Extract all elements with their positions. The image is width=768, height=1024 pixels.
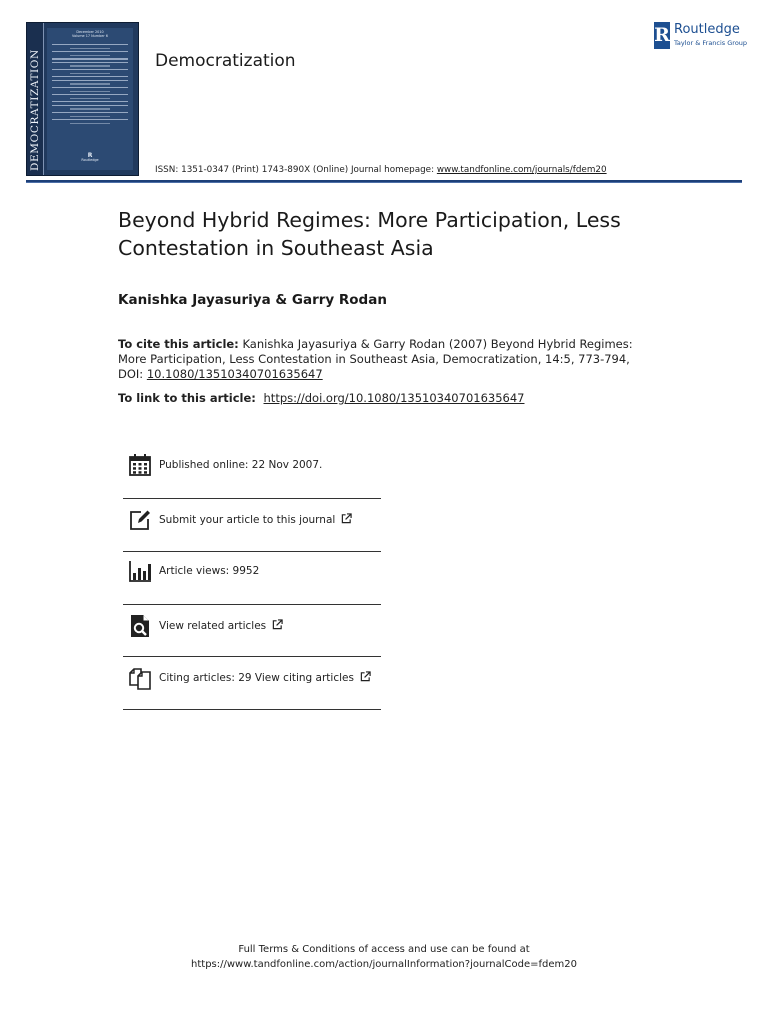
publisher-tagline: Taylor & Francis Group	[674, 39, 748, 47]
cover-publisher-mark: R Routledge	[47, 154, 133, 162]
info-divider	[123, 498, 381, 499]
journal-cover-image	[26, 22, 139, 176]
citing-articles-link[interactable]	[159, 671, 371, 685]
citing-documents-icon	[127, 665, 153, 691]
external-link-icon	[341, 513, 352, 527]
routledge-logo-mark: R	[654, 22, 670, 49]
bar-chart-icon	[127, 558, 153, 584]
edit-icon	[127, 507, 153, 533]
submit-article-link[interactable]	[159, 513, 352, 527]
terms-text: Full Terms & Conditions of access and use can be found at	[238, 944, 530, 955]
search-document-icon	[127, 613, 153, 639]
issn-text: ISSN: 1351-0347 (Print) 1743-890X (Online) Journal homepage:	[155, 165, 435, 175]
citation-label: To cite this article:	[118, 337, 239, 351]
article-title: Beyond Hybrid Regimes: More Participation, Less Contestation in Southeast Asia	[118, 208, 621, 260]
article-link-label: To link to this article:	[118, 391, 256, 405]
cover-spine-title: DEMOCRATIZATION	[29, 49, 41, 171]
external-link-icon	[360, 671, 371, 685]
info-divider	[123, 709, 381, 710]
cover-panel	[47, 28, 133, 170]
related-articles-text[interactable]: View related articles	[159, 620, 267, 632]
terms-url[interactable]: https://www.tandfonline.com/action/journalInformation?journalCode=fdem20	[191, 959, 577, 970]
issn-line	[155, 165, 607, 175]
related-articles-row[interactable]	[123, 608, 381, 644]
citation-block	[118, 337, 658, 382]
article-link-block	[118, 391, 524, 406]
citing-articles-row[interactable]	[123, 660, 381, 696]
header-divider-accent	[26, 182, 742, 183]
external-link-icon	[272, 619, 283, 633]
cover-spine	[27, 23, 44, 175]
publisher-name: Routledge	[674, 22, 740, 37]
info-divider	[123, 551, 381, 552]
info-divider	[123, 604, 381, 605]
submit-article-text[interactable]: Submit your article to this journal	[159, 514, 336, 526]
citing-articles-text[interactable]: Citing articles: 29 View citing articles	[159, 672, 354, 684]
citation-text: Kanishka Jayasuriya & Garry Rodan (2007) Beyond Hybrid Regimes: More Participation, Less Contestation in Southeast Asia, Democratization, 14:5, 773-794, DOI:	[118, 337, 633, 381]
doi-link[interactable]: 10.1080/13510340701635647	[146, 367, 323, 381]
cover-table-of-contents	[52, 44, 128, 126]
submit-article-row[interactable]	[123, 502, 381, 538]
cover-issue-meta: December 2010 Volume 17 Number 6	[72, 30, 108, 38]
journal-homepage-link[interactable]: www.tandfonline.com/journals/fdem20	[436, 165, 607, 175]
article-views-row	[123, 553, 381, 589]
info-divider	[123, 656, 381, 657]
journal-name: Democratization	[155, 51, 296, 71]
cover-publisher-name: Routledge	[81, 158, 99, 162]
published-online-text: Published online: 22 Nov 2007.	[159, 459, 323, 471]
article-authors: Kanishka Jayasuriya & Garry Rodan	[118, 292, 387, 308]
related-articles-link[interactable]	[159, 619, 283, 633]
terms-footer	[0, 942, 768, 972]
calendar-icon	[127, 452, 153, 478]
published-online-row	[123, 447, 381, 483]
article-doi-url-link[interactable]: https://doi.org/10.1080/13510340701635647	[263, 391, 525, 405]
article-views-text: Article views: 9952	[159, 565, 260, 577]
